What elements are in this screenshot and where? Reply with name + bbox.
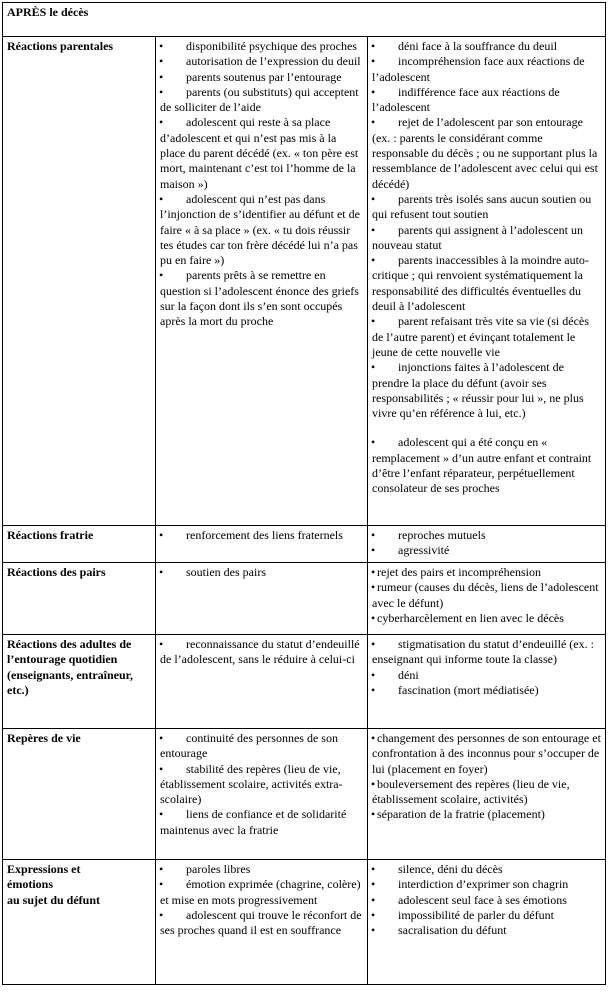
list-item: • sacralisation du défunt <box>371 923 507 938</box>
list-item: • interdiction d’exprimer son chagrin <box>371 877 569 892</box>
bullet-icon: • <box>371 892 376 907</box>
list-item: • rejet des pairs et incompréhension <box>371 565 541 579</box>
bullet-icon: • <box>159 191 164 206</box>
list-item: • fascination (mort médiatisée) <box>371 682 539 697</box>
list-item: • incompréhension face aux réactions de l’adolescent <box>371 54 585 84</box>
list-item: • reconnaissance du statut d’endeuillé de l’adolescent, sans le réduire à celui-ci <box>159 637 360 667</box>
bullet-icon: • <box>159 877 164 892</box>
bullet-icon: • <box>371 314 376 329</box>
bullet-icon: • <box>159 907 164 922</box>
bullet-icon: • <box>371 580 376 595</box>
bullet-icon: • <box>159 565 164 579</box>
row-label-line: Expressions et <box>7 862 81 876</box>
favorable-cell <box>156 635 368 729</box>
bullet-icon: • <box>371 565 376 579</box>
bullet-icon: • <box>159 115 164 130</box>
bullet-icon: • <box>371 667 376 682</box>
bullet-icon: • <box>371 528 376 542</box>
list-item: • autorisation de l’expression du deuil <box>159 54 361 69</box>
unfavorable-cell <box>368 860 606 985</box>
list-item: • rejet de l’adolescent par son entourage (ex. : parents le considérant comme responsable du décès ; ou ne supportant plus la ressemblance de l’adolescent avec celui qui est décédé) <box>371 115 598 191</box>
table-row <box>3 563 606 635</box>
bullet-icon: • <box>371 807 376 822</box>
row-label: Repères de vie <box>3 729 156 860</box>
bullet-icon: • <box>371 253 376 268</box>
unfavorable-cell <box>368 37 606 526</box>
favorable-cell <box>156 860 368 985</box>
row-label-line: au sujet du défunt <box>7 892 101 907</box>
list-item: • stigmatisation du statut d’endeuillé (ex. : enseignant qui informe toute la classe) <box>371 637 594 667</box>
bullet-icon: • <box>371 877 376 892</box>
bullet-icon: • <box>371 731 376 745</box>
table-row <box>3 526 606 563</box>
table-title-row <box>3 3 606 37</box>
list-item: • rumeur (causes du décès, liens de l’adolescent avec le défunt) <box>371 580 599 610</box>
list-item: • adolescent qui reste à sa place d’adolescent et qui n’est pas mis à la place du parent décédé (ex. « ton père est mort, maintenant c’est toi l’homme de la maison ») <box>159 115 359 191</box>
row-label: Réactions des pairs <box>3 563 156 635</box>
list-item: • parent refaisant très vite sa vie (si décès de l’autre parent) et évinçant totalement le jeune de cette nouvelle vie <box>371 314 589 359</box>
favorable-cell <box>156 37 368 526</box>
bullet-icon: • <box>159 731 164 745</box>
list-item: • continuité des personnes de son entourage <box>159 731 338 761</box>
list-item: • injonctions faites à l’adolescent de prendre la place du défunt (avoir ses responsabilités ; « réussir pour lui », ne plus vivre qu’en référence à lui, etc.) <box>371 360 584 421</box>
list-item: • disponibilité psychique des proches <box>159 39 357 53</box>
bullet-icon: • <box>371 862 376 876</box>
list-item: • liens de confiance et de solidarité maintenus avec la fratrie <box>159 807 347 837</box>
list-item: • émotion exprimée (chagrine, colère) et mise en mots progressivement <box>159 877 361 907</box>
favorable-cell <box>156 729 368 860</box>
bullet-icon: • <box>371 543 376 558</box>
table-title: APRÈS le décès <box>3 3 606 37</box>
bullet-icon: • <box>159 69 164 84</box>
list-spacer <box>372 421 601 435</box>
bullet-icon: • <box>159 807 164 822</box>
list-item: • adolescent qui a été conçu en « remplacement » d’un autre enfant et contraint d’être l’enfant réparateur, perpétuellement consolateur de ses proches <box>371 435 592 496</box>
list-item: • parents très isolés sans aucun soutien ou qui refusent tout soutien <box>371 191 592 222</box>
favorable-cell <box>156 526 368 563</box>
bullet-icon: • <box>159 862 164 876</box>
table-row <box>3 729 606 860</box>
list-item: • séparation de la fratrie (placement) <box>371 807 545 822</box>
list-item: • parents soutenus par l’entourage <box>159 69 342 84</box>
table-row <box>3 860 606 985</box>
bullet-icon: • <box>371 776 376 791</box>
list-item: • reproches mutuels <box>371 528 486 542</box>
document-table <box>2 2 606 985</box>
list-item: • silence, déni du décès <box>371 862 503 876</box>
list-item: • soutien des pairs <box>159 565 266 579</box>
list-item: • impossibilité de parler du défunt <box>371 907 554 922</box>
list-item: • parents inaccessibles à la moindre auto-critique ; qui renvoient systématiquement la responsabilité des difficultés éventuelles du deuil à l’adolescent <box>371 253 589 314</box>
list-item: • adolescent qui n’est pas dans l’injonction de s’identifier au défunt et de faire « à sa place » (ex. « tu dois réussir tes études car ton frère décédé lui n’a pas pu en faire ») <box>159 191 360 268</box>
unfavorable-cell <box>368 563 606 635</box>
bullet-icon: • <box>371 907 376 922</box>
list-item: • parents (ou substituts) qui acceptent de solliciter de l’aide <box>159 84 359 115</box>
bullet-icon: • <box>371 222 376 237</box>
bullet-icon: • <box>371 435 376 450</box>
row-label: Réactions parentales <box>3 37 156 526</box>
list-item: • adolescent qui trouve le réconfort de ses proches quand il est en souffrance <box>159 907 362 938</box>
list-item: • cyberharcèlement en lien avec le décès <box>371 610 564 625</box>
bullet-icon: • <box>371 360 376 375</box>
bullet-icon: • <box>159 268 164 283</box>
bullet-icon: • <box>371 682 376 697</box>
list-item: • déni <box>371 667 419 682</box>
list-item: • stabilité des repères (lieu de vie, établissement scolaire, activités extra-scolaire) <box>159 761 343 807</box>
list-item: • déni face à la souffrance du deuil <box>371 39 558 53</box>
unfavorable-cell <box>368 729 606 860</box>
bullet-icon: • <box>159 39 164 53</box>
row-label-line: émotions <box>7 877 53 892</box>
bullet-icon: • <box>159 637 164 651</box>
table-row <box>3 37 606 526</box>
bullet-icon: • <box>371 637 376 651</box>
bullet-icon: • <box>371 610 376 625</box>
bullet-icon: • <box>371 923 376 938</box>
list-item: • parents qui assignent à l’adolescent un nouveau statut <box>371 222 583 252</box>
bullet-icon: • <box>159 528 164 542</box>
bullet-icon: • <box>159 761 164 776</box>
favorable-cell <box>156 563 368 635</box>
list-item: • paroles libres <box>159 862 251 876</box>
list-item: • indifférence face aux réactions de l’adolescent <box>371 84 560 115</box>
bullet-icon: • <box>371 84 376 99</box>
bullet-icon: • <box>371 115 376 130</box>
bullet-icon: • <box>159 54 164 69</box>
unfavorable-cell <box>368 526 606 563</box>
bullet-icon: • <box>159 84 164 99</box>
list-item: • renforcement des liens fraternels <box>159 528 343 542</box>
row-label: Réactions des adultes de l’entourage quotidien (enseignants, entraîneur, etc.) <box>3 635 156 729</box>
row-label <box>3 860 156 985</box>
bullet-icon: • <box>371 191 376 206</box>
bullet-icon: • <box>371 54 376 69</box>
list-item: • agressivité <box>371 543 450 558</box>
table-row <box>3 635 606 729</box>
unfavorable-cell <box>368 635 606 729</box>
bullet-icon: • <box>371 39 376 53</box>
list-item: • parents prêts à se remettre en question si l’adolescent énonce des griefs sur la façon dont ils s’en sont occupés après la mort du proche <box>159 268 359 329</box>
row-label: Réactions fratrie <box>3 526 156 563</box>
list-item: • changement des personnes de son entourage et confrontation à des inconnus pour s’occuper de lui (placement en foyer) <box>371 731 601 776</box>
list-item: • adolescent seul face à ses émotions <box>371 892 567 907</box>
list-item: • bouleversement des repères (lieu de vie, établissement scolaire, activités) <box>371 776 570 807</box>
